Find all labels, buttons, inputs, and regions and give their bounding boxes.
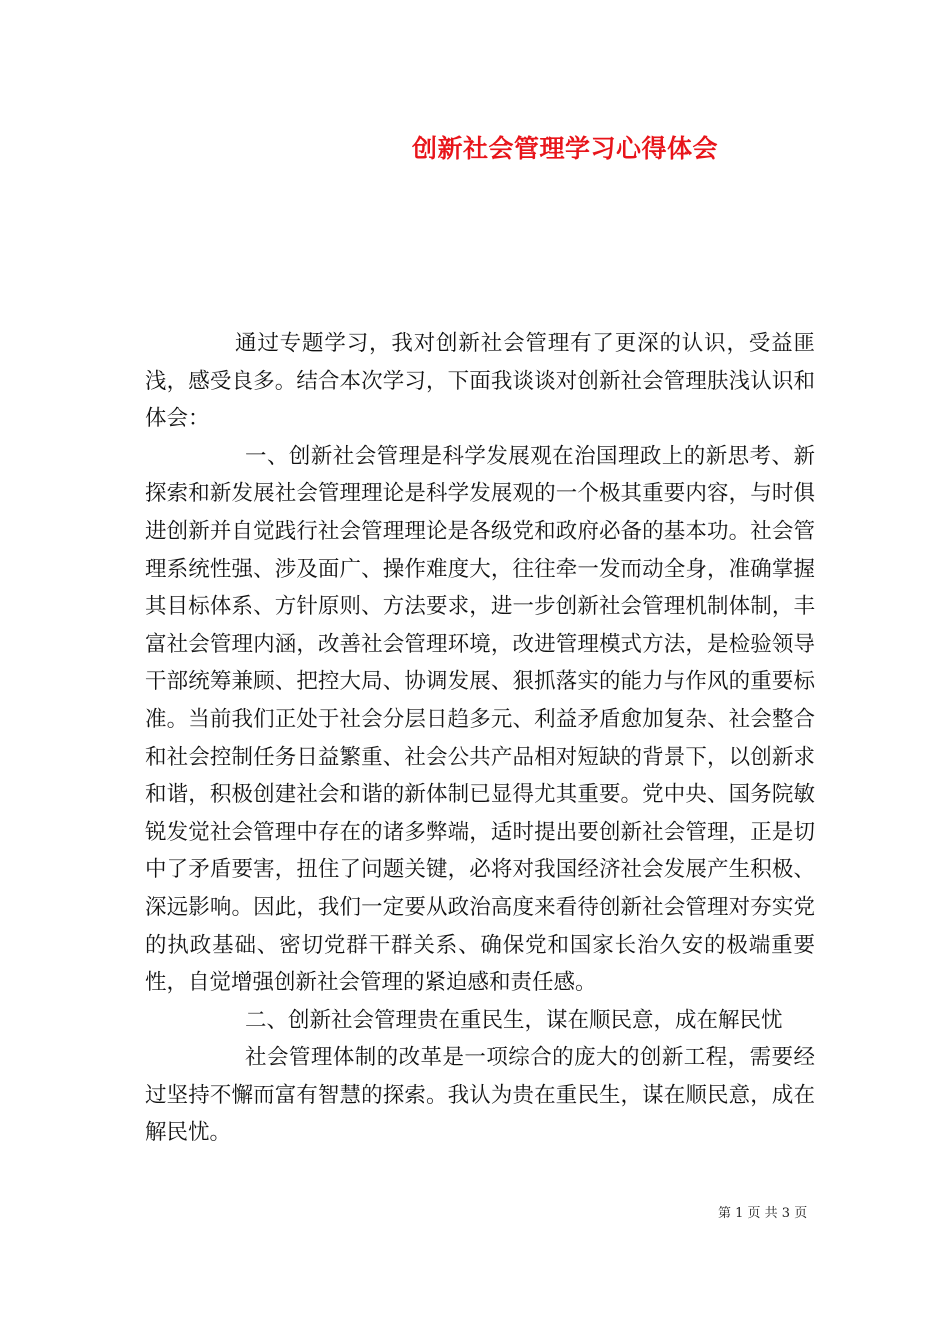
document-body — [145, 325, 815, 1152]
paragraph-section-1: 一、创新社会管理是科学发展观在治国理政上的新思考、新探索和新发展社会管理理论是科学发展观的一个极其重要内容，与时俱进创新并自觉践行社会管理理论是各级党和政府必备的基本功。社会管理系统性强、涉及面广、操作难度大，往往牵一发而动全身，准确掌握其目标体系、方针原则、方法要求，进一步创新社会管理机制体制，丰富社会管理内涵，改善社会管理环境，改进管理模式方法，是检验领导干部统筹兼顾、把控大局、协调发展、狠抓落实的能力与作风的重要标准。当前我们正处于社会分层日趋多元、利益矛盾愈加复杂、社会整合和社会控制任务日益繁重、社会公共产品相对短缺的背景下，以创新求和谐，积极创建社会和谐的新体制已显得尤其重要。党中央、国务院敏锐发觉社会管理中存在的诸多弊端，适时提出要创新社会管理，正是切中了矛盾要害，扭住了问题关键，必将对我国经济社会发展产生积极、深远影响。因此，我们一定要从政治高度来看待创新社会管理对夯实党的执政基础、密切党群干群关系、确保党和国家长治久安的极端重要性，自觉增强创新社会管理的紧迫感和责任感。 — [145, 443, 815, 996]
paragraph-section-2: 社会管理体制的改革是一项综合的庞大的创新工程，需要经过坚持不懈而富有智慧的探索。我认为贵在重民生，谋在顺民意，成在解民忧。 — [145, 1045, 815, 1146]
paragraph-intro: 通过专题学习，我对创新社会管理有了更深的认识，受益匪浅，感受良多。结合本次学习，下面我谈谈对创新社会管理肤浅认识和体会： — [145, 331, 815, 432]
document-title: 创新社会管理学习心得体会 — [412, 134, 719, 163]
section-2-heading: 二、创新社会管理贵在重民生，谋在顺民意，成在解民忧 — [245, 1007, 783, 1033]
page-number-footer: 第 1 页 共 3 页 — [718, 1206, 808, 1221]
